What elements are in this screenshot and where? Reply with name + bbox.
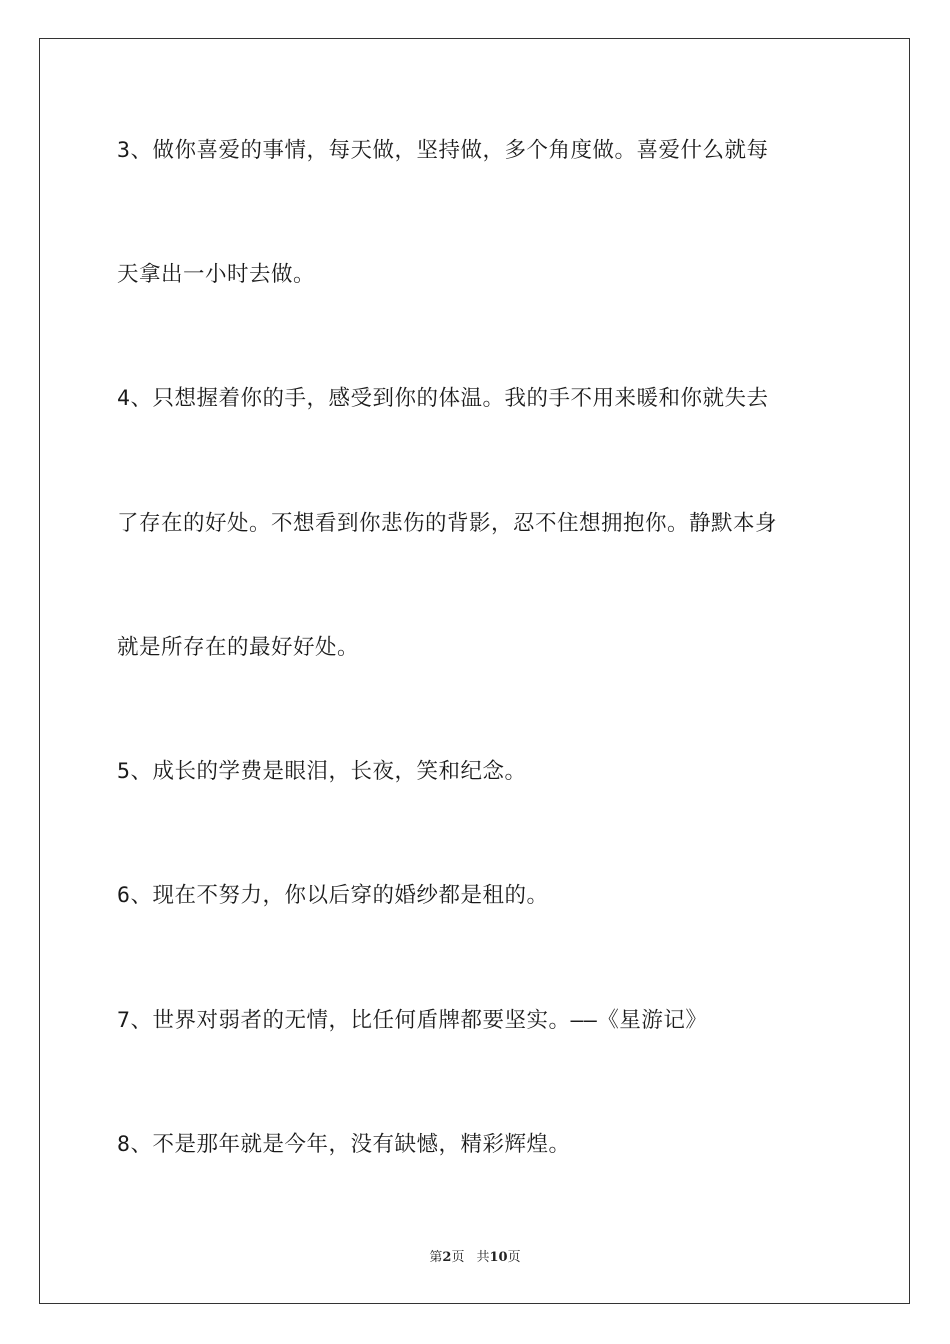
text-line: 4、只想握着你的手，感受到你的体温。我的手不用来暖和你就失去 bbox=[117, 386, 769, 411]
text-line: 7、世界对弱者的无情，比任何盾牌都要坚实。——《星游记》 bbox=[117, 1008, 708, 1033]
total-suffix: 页 bbox=[507, 1250, 521, 1265]
text-line: 3、做你喜爱的事情，每天做，坚持做，多个角度做。喜爱什么就每 bbox=[117, 138, 769, 163]
text-line: 就是所存在的最好好处。 bbox=[117, 635, 360, 660]
page-border bbox=[39, 38, 910, 1304]
current-page-number: 2 bbox=[442, 1250, 452, 1265]
text-line: 6、现在不努力，你以后穿的婚纱都是租的。 bbox=[117, 883, 549, 908]
text-line: 8、不是那年就是今年，没有缺憾，精彩辉煌。 bbox=[117, 1132, 571, 1157]
text-line: 5、成长的学费是眼泪，长夜，笑和纪念。 bbox=[117, 759, 527, 784]
page-footer bbox=[0, 1246, 950, 1265]
text-line: 天拿出一小时去做。 bbox=[117, 262, 316, 287]
text-line: 了存在的好处。不想看到你悲伤的背影，忍不住想拥抱你。静默本身 bbox=[117, 511, 778, 536]
page-prefix: 第 bbox=[429, 1250, 443, 1265]
page-suffix: 页 bbox=[451, 1250, 465, 1265]
total-prefix: 共 bbox=[476, 1250, 490, 1265]
total-pages-number: 10 bbox=[489, 1250, 508, 1265]
